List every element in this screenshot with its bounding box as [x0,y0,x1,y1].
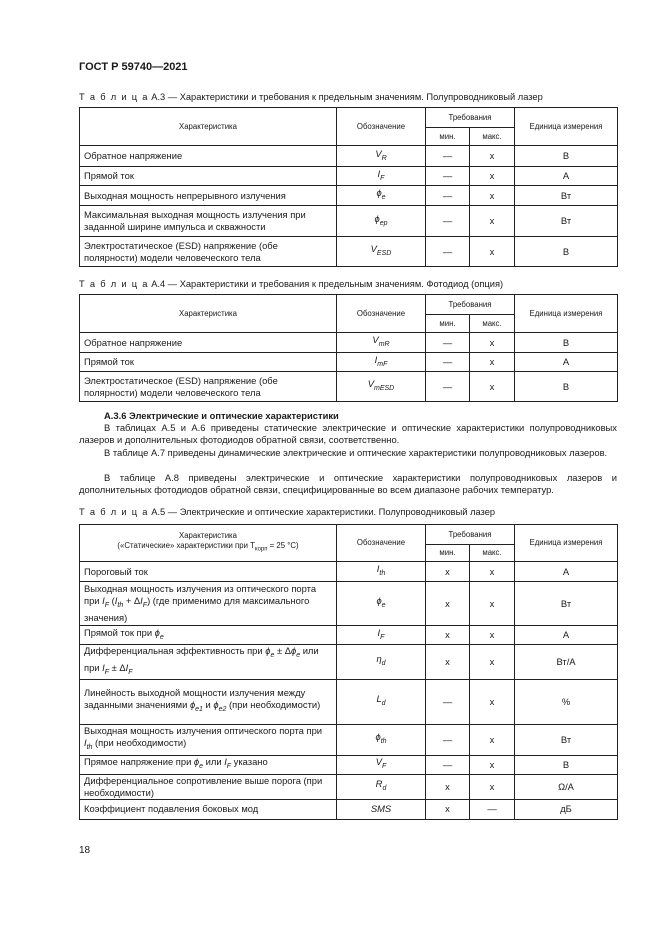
cell-characteristic: Прямой ток при $\phi_e$ [80,626,337,645]
table-a5-caption: Т а б л и ц а А.5 — Электрические и оптические характеристики. Полупроводниковый лазер [79,507,496,517]
cell-min: — [426,146,470,167]
cell-characteristic: Прямой ток [80,353,337,372]
cell-symbol: $L_d$ [337,679,426,724]
cell-characteristic: Выходная мощность непрерывного излучения [80,186,337,206]
cell-min: — [426,237,470,267]
cell-symbol: $V_{mESD}$ [337,372,426,402]
cell-symbol: $V_F$ [337,755,426,774]
header-symbol: Обозначение [337,525,426,562]
cell-min: x [426,774,470,799]
cell-characteristic: Электростатическое (ESD) напряжение (обе полярности) модели человеческого тела [80,237,337,267]
cell-min: x [426,562,470,582]
cell-unit: % [515,679,618,724]
cell-min: — [426,724,470,755]
cell-min: — [426,167,470,186]
cell-min: — [426,353,470,372]
cell-symbol: $I_{mF}$ [337,353,426,372]
cell-characteristic: Прямой ток [80,167,337,186]
header-min: мин. [426,315,470,333]
cell-unit: В [515,372,618,402]
cell-unit: В [515,755,618,774]
header-symbol: Обозначение [337,295,426,333]
cell-min: — [426,333,470,353]
cell-unit: А [515,167,618,186]
cell-min: — [426,206,470,237]
cell-characteristic: Дифференциальное сопротивление выше порога (при необходимости) [80,774,337,799]
cell-min: — [426,186,470,206]
cell-symbol: $\phi_{th}$ [337,724,426,755]
cell-max: x [470,186,515,206]
header-max: макс. [470,128,515,146]
cell-characteristic: Выходная мощность излучения из оптического порта при $I_F$ $(I_{th} + \Delta I_F)$ (где применимо для максимального значения) [80,582,337,626]
cell-max: x [470,562,515,582]
document-header: ГОСТ Р 59740—2021 [79,61,188,73]
cell-max: x [470,755,515,774]
cell-characteristic: Максимальная выходная мощность излучения при заданной ширине импульса и скважности [80,206,337,237]
table-a3 [79,107,618,267]
header-requirements: Требования [426,108,515,128]
header-min: мин. [426,545,470,562]
paragraph: В таблицах А.5 и А.6 приведены статические электрические и оптические характеристики полупроводниковых лазеров и дополнительных фотодиодов обратной связи, соответственно. [79,422,617,446]
paragraph: В таблице А.7 приведены динамические электрические и оптические характеристики полупроводниковых лазеров. [104,447,608,458]
cell-max: x [470,146,515,167]
cell-unit: дБ [515,799,618,819]
cell-unit: В [515,237,618,267]
cell-min: x [426,645,470,680]
cell-characteristic: Выходная мощность излучения оптического порта при $I_{th}$ (при необходимости) [80,724,337,755]
cell-max: x [470,724,515,755]
cell-max: x [470,774,515,799]
table-row [80,645,618,680]
header-unit: Единица измерения [515,108,618,146]
header-characteristic: Характеристика [80,108,337,146]
cell-characteristic: Прямое напряжение при $\phi_e$ или $I_F$ указано [80,755,337,774]
cell-symbol: SMS [337,799,426,819]
section-title: А.3.6 Электрические и оптические характеристики [104,410,339,421]
cell-symbol: $I_{th}$ [337,562,426,582]
cell-unit: Вт [515,724,618,755]
cell-characteristic: Линейность выходной мощности излучения между заданными значениями $\phi_{e1}$ и $\phi_{e2}$ (при необходимости) [80,679,337,724]
header-symbol: Обозначение [337,108,426,146]
table-a4 [79,294,618,402]
cell-symbol: $\eta_d$ [337,645,426,680]
table-a4-caption: Т а б л и ц а А.4 — Характеристики и требования к предельным значениям. Фотодиод (опция) [79,279,504,289]
cell-min: x [426,582,470,626]
cell-symbol: $\phi_{ep}$ [337,206,426,237]
cell-max: x [470,333,515,353]
cell-max: x [470,582,515,626]
header-characteristic: Характеристика («Статические» характеристики при $T_{корп} = 25$ °С) [80,525,337,562]
cell-symbol: $I_F$ [337,626,426,645]
cell-unit: Ω/А [515,774,618,799]
cell-unit: А [515,353,618,372]
cell-unit: А [515,562,618,582]
table-row [80,353,618,372]
header-unit: Единица измерения [515,525,618,562]
header-min: мин. [426,128,470,146]
table-row [80,333,618,353]
header-requirements: Требования [426,295,515,315]
cell-max: x [470,237,515,267]
cell-min: — [426,372,470,402]
paragraph: В таблице А.8 приведены электрические и оптические характеристики полупроводниковых лазеров и дополнительных фотодиодов обратной связи, специфицированные во всем диапазоне рабочих температур. [79,472,617,496]
header-unit: Единица измерения [515,295,618,333]
table-row [80,582,618,626]
cell-characteristic: Дифференциальная эффективность при $\phi_e \pm \Delta\phi_e$ или при $I_F \pm \Delta I_F$ [80,645,337,680]
cell-max: x [470,645,515,680]
cell-symbol: $\phi_e$ [337,186,426,206]
cell-unit: В [515,146,618,167]
table-row [80,724,618,755]
cell-max: x [470,353,515,372]
cell-symbol: $V_{mR}$ [337,333,426,353]
cell-min: — [426,755,470,774]
cell-unit: Вт [515,186,618,206]
cell-unit: Вт/А [515,645,618,680]
cell-max: x [470,206,515,237]
table-a3-caption: Т а б л и ц а А.3 — Характеристики и требования к предельным значениям. Полупроводниковый лазер [79,92,543,102]
cell-characteristic: Коэффициент подавления боковых мод [80,799,337,819]
header-max: макс. [470,315,515,333]
cell-characteristic: Обратное напряжение [80,146,337,167]
header-characteristic: Характеристика [80,295,337,333]
table-row [80,626,618,645]
cell-symbol: $\phi_e$ [337,582,426,626]
cell-symbol: $V_R$ [337,146,426,167]
cell-unit: Вт [515,206,618,237]
cell-min: x [426,626,470,645]
cell-symbol: $I_F$ [337,167,426,186]
table-row [80,186,618,206]
table-row [80,167,618,186]
cell-characteristic: Электростатическое (ESD) напряжение (обе полярности) модели человеческого тела [80,372,337,402]
cell-symbol: $V_{ESD}$ [337,237,426,267]
cell-unit: В [515,333,618,353]
cell-max: x [470,626,515,645]
table-row [80,372,618,402]
cell-max: x [470,372,515,402]
table-row [80,146,618,167]
table-row [80,562,618,582]
header-requirements: Требования [426,525,515,545]
cell-unit: А [515,626,618,645]
cell-max: x [470,167,515,186]
cell-characteristic: Обратное напряжение [80,333,337,353]
table-row [80,755,618,774]
cell-max: x [470,679,515,724]
cell-max: — [470,799,515,819]
table-row [80,799,618,819]
table-row [80,774,618,799]
cell-characteristic: Пороговый ток [80,562,337,582]
cell-symbol: $R_d$ [337,774,426,799]
cell-unit: Вт [515,582,618,626]
cell-min: — [426,679,470,724]
table-row [80,237,618,267]
header-max: макс. [470,545,515,562]
table-row [80,679,618,724]
table-row [80,206,618,237]
cell-min: x [426,799,470,819]
table-a5 [79,524,618,820]
page-number: 18 [79,845,91,856]
